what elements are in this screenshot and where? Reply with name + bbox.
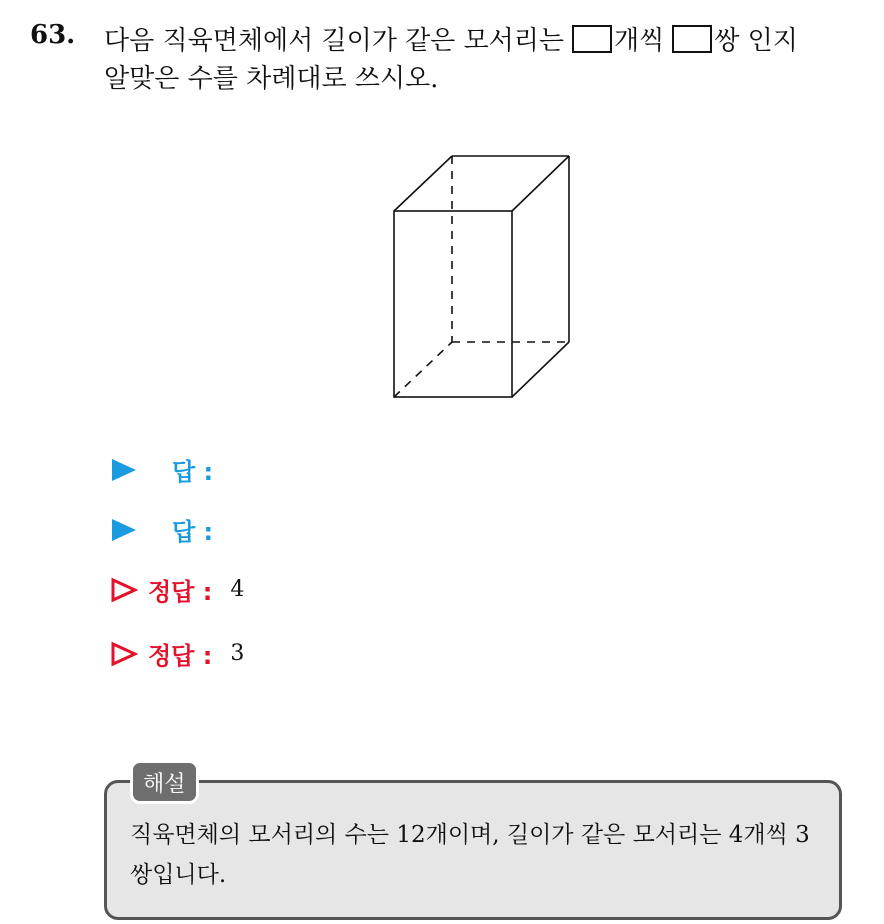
cuboid-figure: [380, 145, 580, 405]
question-text-part3: 쌍 인지: [714, 26, 798, 56]
correct-answer-value: 3: [230, 641, 245, 666]
front-face: [394, 211, 512, 397]
correct-answer-row-2: [110, 636, 244, 671]
correct-answer-label: 정답 :: [148, 642, 213, 670]
top-left-edge: [394, 156, 452, 211]
answer-blank-1: [572, 25, 612, 53]
explanation-tab: 해설: [130, 760, 199, 804]
correct-answer-label: 정답 :: [148, 578, 213, 606]
answer-row-1: [110, 452, 231, 487]
answer-label: 답 :: [172, 458, 214, 486]
play-arrow-icon: [110, 457, 138, 483]
hidden-bottom-left-edge: [394, 342, 452, 397]
question-number: 63.: [30, 20, 76, 50]
top-right-edge: [512, 156, 569, 211]
question-text-line1: [104, 20, 798, 57]
answer-label: 답 :: [172, 518, 214, 546]
question-text-line2: 알맞은 수를 차례대로 쓰시오.: [104, 64, 439, 94]
question-text-part2: 개씩: [614, 26, 665, 56]
question-text-part1: 다음 직육면체에서 길이가 같은 모서리는: [104, 26, 565, 56]
correct-answer-value: 4: [230, 577, 245, 602]
answer-row-2: [110, 512, 231, 547]
bottom-right-edge: [512, 342, 569, 397]
correct-answer-row-1: [110, 572, 244, 607]
answer-blank-2: [672, 25, 712, 53]
explanation-text: 직육면체의 모서리의 수는 12개이며, 길이가 같은 모서리는 4개씩 3쌍입니다.: [130, 822, 810, 888]
outline-arrow-icon: [110, 577, 138, 603]
outline-arrow-icon: [110, 641, 138, 667]
play-arrow-icon: [110, 517, 138, 543]
